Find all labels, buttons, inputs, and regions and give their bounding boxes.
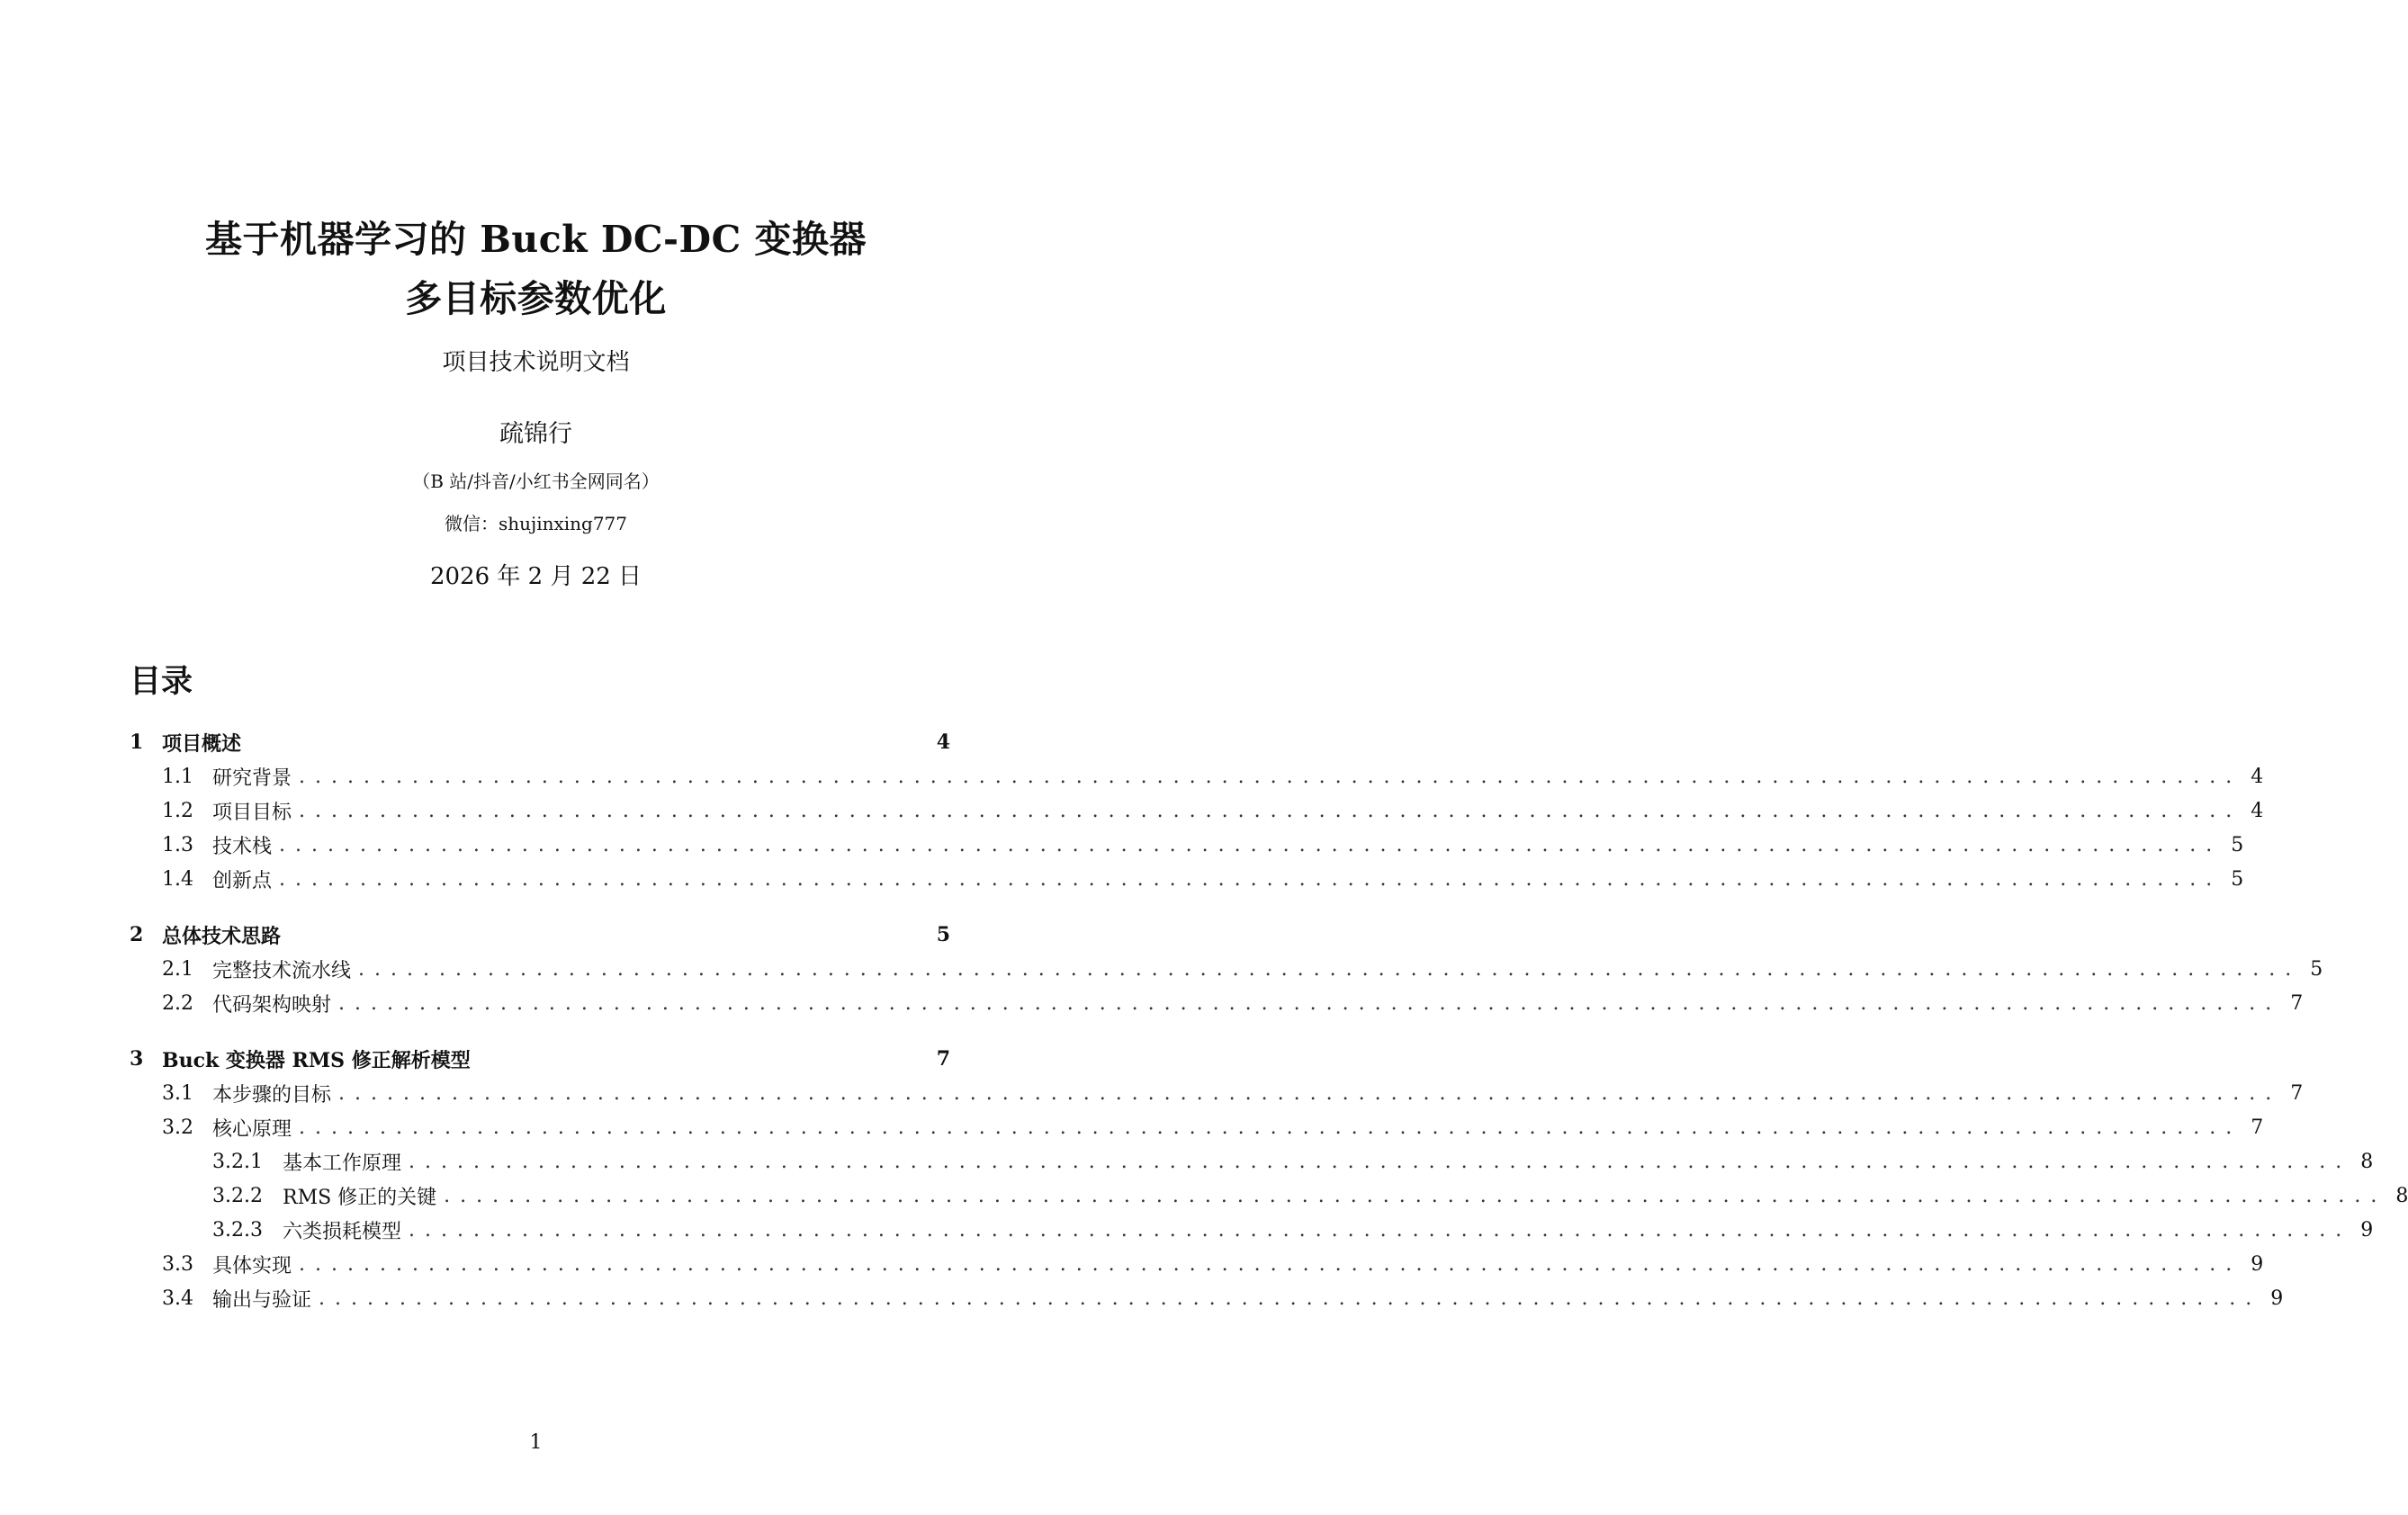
table-of-contents [130,725,2408,1315]
toc-entry-number: 1.4 [162,867,193,891]
toc-entry-number: 3.2.1 [212,1150,263,1173]
toc-leader-dots: ........................................................................................................................ [279,833,2223,856]
toc-subsection-entry[interactable] [130,1076,2304,1110]
toc-leader-dots: ........................................................................................................................ [409,1218,2352,1242]
toc-subsection-entry[interactable] [130,986,2304,1020]
toc-leader-dots: ........................................................................................................................ [338,1081,2282,1105]
toc-entry-number: 3.4 [162,1286,193,1310]
toc-section-entry[interactable] [130,725,950,759]
toc-entry-number: 1 [130,731,144,754]
toc-subsection-entry[interactable] [130,1213,2374,1247]
toc-entry-title: 本步骤的目标 [212,1083,332,1107]
toc-entry-number: 3.2.2 [212,1184,263,1207]
page-number: 1 [529,1431,543,1454]
toc-entry-page: 9 [2360,1218,2374,1242]
toc-entry-page: 9 [2270,1286,2284,1310]
toc-entry-title: 代码架构映射 [212,993,332,1017]
toc-subsection-entry[interactable] [130,1281,2284,1315]
toc-leader-dots: ........................................................................................................................ [299,1252,2242,1276]
toc-leader-dots: ........................................................................................................................ [358,957,2302,981]
document-title-line-2: 多目标参数优化 [405,277,667,320]
toc-entry-title: 输出与验证 [212,1288,312,1312]
toc-subsection-entry[interactable] [130,1179,2408,1213]
toc-leader-dots: ........................................................................................................................ [299,765,2242,788]
toc-entry-page: 7 [2251,1116,2264,1139]
toc-entry-number: 2 [130,923,144,946]
toc-entry-page: 5 [2231,867,2244,891]
toc-section-entry[interactable] [130,1042,950,1076]
toc-subsection-entry[interactable] [130,862,2244,896]
author-wechat: 微信：shujinxing777 [444,513,628,534]
toc-leader-dots: ........................................................................................................................ [409,1150,2352,1173]
toc-entry-page: 4 [2251,799,2264,822]
toc-leader-dots: ........................................................................................................................ [279,867,2223,891]
toc-entry-page: 7 [2290,1081,2304,1105]
toc-heading: 目录 [130,663,193,700]
toc-leader-dots: ........................................................................................................................ [299,799,2242,822]
toc-entry-number: 3.3 [162,1252,193,1276]
toc-entry-page: 8 [2360,1150,2374,1173]
toc-entry-title: 项目概述 [162,731,242,756]
toc-leader-dots: ........................................................................................................................ [299,1116,2242,1139]
toc-entry-title: 基本工作原理 [283,1152,402,1175]
toc-subsection-entry[interactable] [130,759,2264,793]
toc-entry-number: 1.1 [162,765,193,788]
toc-entry-page: 5 [2231,833,2244,856]
toc-entry-number: 2.2 [162,991,193,1015]
toc-entry-page: 5 [2310,957,2323,981]
toc-entry-page: 9 [2251,1252,2264,1276]
toc-entry-page: 5 [936,923,950,946]
toc-entry-number: 1.3 [162,833,193,856]
toc-entry-number: 3.2.3 [212,1218,263,1242]
toc-subsection-entry[interactable] [130,1110,2264,1144]
document-subtitle: 项目技术说明文档 [442,349,630,376]
toc-entry-number: 1.2 [162,799,193,822]
toc-entry-number: 3.1 [162,1081,193,1105]
toc-subsection-entry[interactable] [130,828,2244,862]
author-name: 疏锦行 [499,420,572,448]
toc-leader-dots: ........................................................................................................................ [319,1286,2262,1310]
toc-entry-title: Buck 变换器 RMS 修正解析模型 [162,1048,471,1072]
toc-entry-title: 创新点 [212,869,273,892]
document-title-line-1: 基于机器学习的 Buck DC-DC 变换器 [204,218,867,261]
toc-entry-title: 技术栈 [212,835,273,858]
toc-leader-dots: ........................................................................................................................ [338,991,2282,1015]
toc-entry-page: 8 [2395,1184,2408,1207]
document-date: 2026 年 2 月 22 日 [429,563,642,590]
toc-entry-page: 4 [936,731,950,754]
toc-subsection-entry[interactable] [130,1144,2374,1179]
toc-entry-title: 核心原理 [212,1117,292,1141]
toc-leader-dots: ........................................................................................................................ [444,1184,2387,1207]
toc-entry-title: 项目目标 [212,801,292,824]
toc-entry-page: 7 [936,1047,950,1071]
toc-entry-title: 具体实现 [212,1254,292,1277]
toc-subsection-entry[interactable] [130,793,2264,828]
toc-entry-title: 总体技术思路 [162,924,282,948]
author-aliases: （B 站/抖音/小红书全网同名） [412,471,660,492]
toc-entry-number: 3.2 [162,1116,193,1139]
toc-entry-title: 六类损耗模型 [283,1220,402,1243]
toc-entry-page: 4 [2251,765,2264,788]
toc-entry-number: 3 [130,1047,144,1071]
toc-entry-page: 7 [2290,991,2304,1015]
toc-subsection-entry[interactable] [130,1247,2264,1281]
toc-subsection-entry[interactable] [130,952,2323,986]
toc-entry-number: 2.1 [162,957,193,981]
toc-entry-title: RMS 修正的关键 [283,1186,437,1209]
toc-entry-title: 完整技术流水线 [212,959,352,982]
toc-section-entry[interactable] [130,918,950,952]
toc-entry-title: 研究背景 [212,766,292,790]
